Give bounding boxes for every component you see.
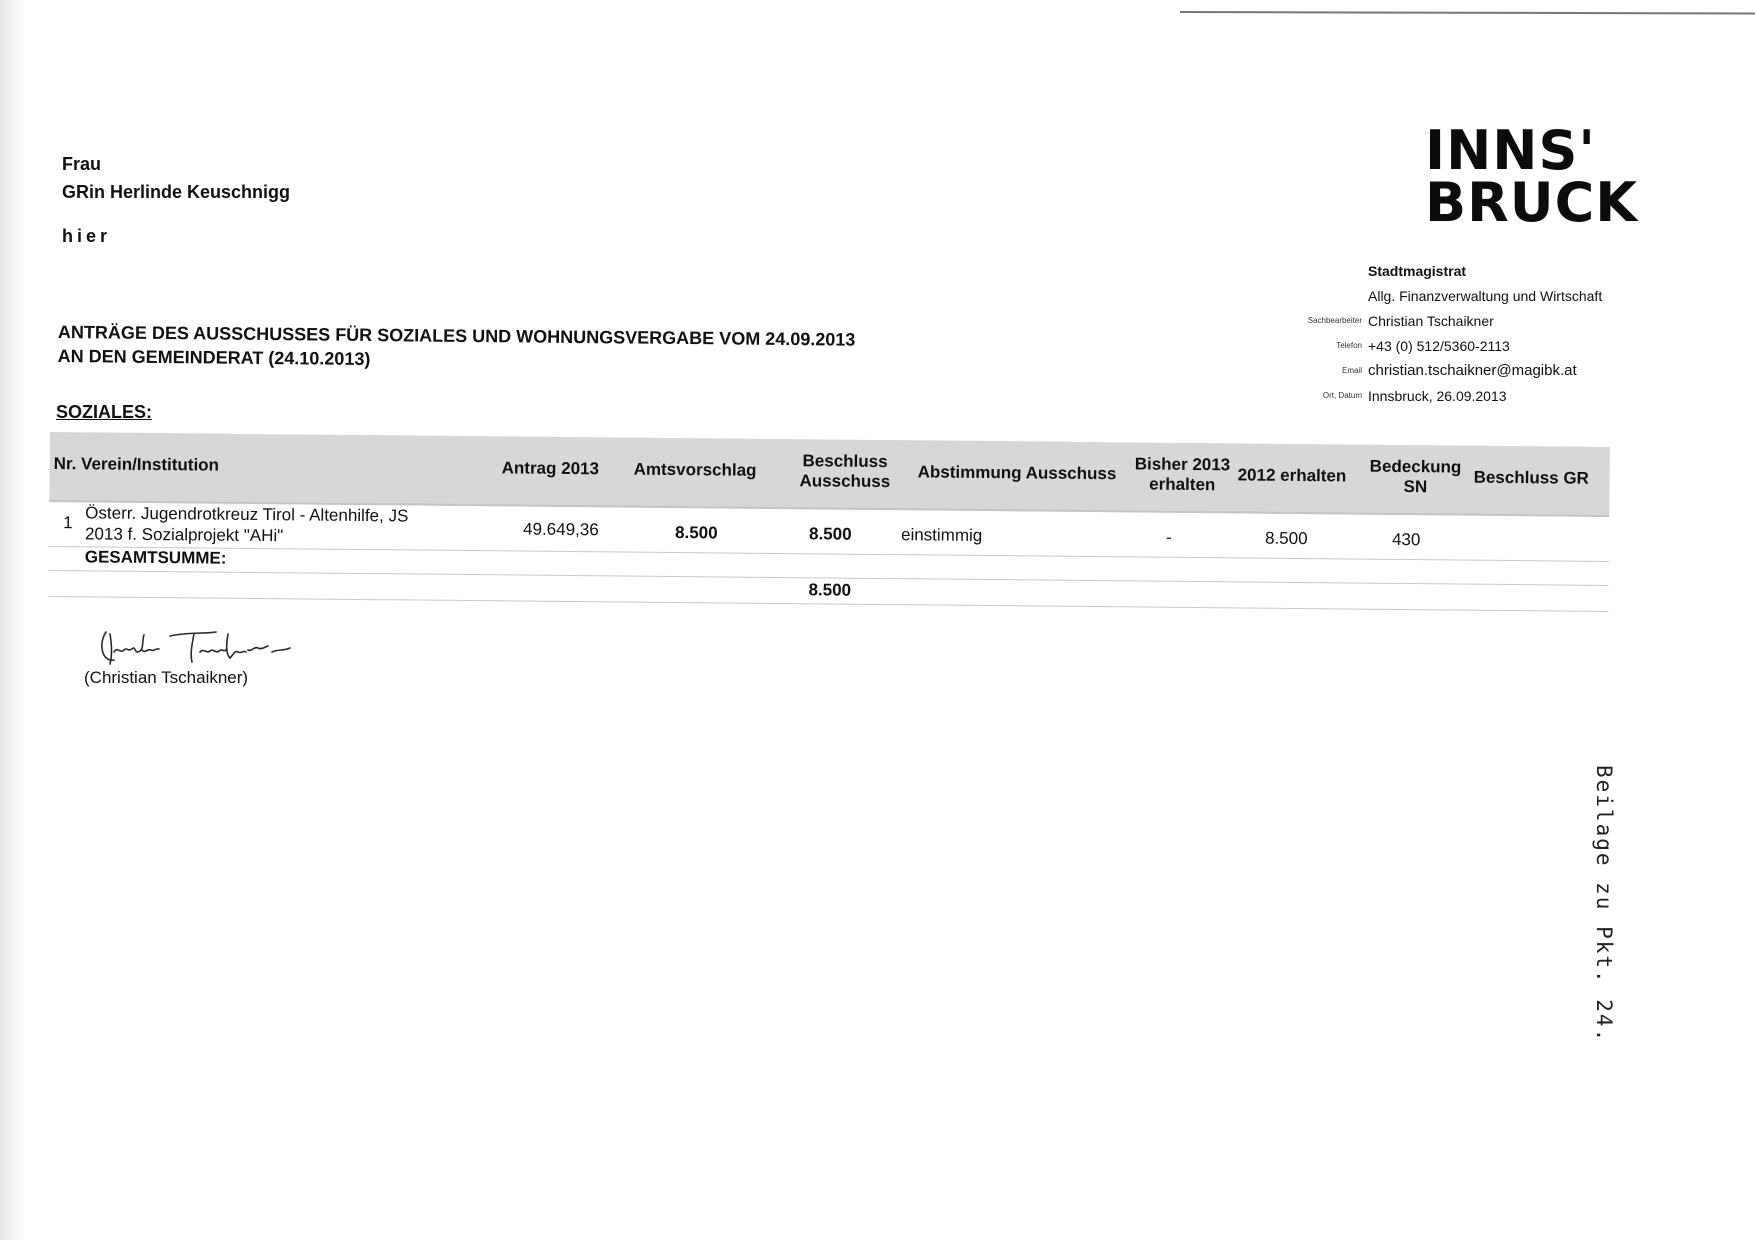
recipient-name: GRin Herlinde Keuschnigg <box>62 182 291 202</box>
cell-2012-erhalten: 8.500 <box>1264 528 1308 549</box>
cell-bedeckung: 430 <box>1391 529 1421 550</box>
header-bisher <box>1134 454 1230 495</box>
cell-amtsvorschlag: 8.500 <box>674 523 718 543</box>
sender-label-email: Email <box>1341 366 1362 375</box>
header-bisher-line2: erhalten <box>1149 474 1216 495</box>
sender-label-clerk: Sachbearbeiter <box>1307 316 1362 325</box>
sender-label-phone: Telefon <box>1336 341 1362 350</box>
recipient-block <box>62 150 290 250</box>
sender-phone: +43 (0) 512/5360-2113 <box>1368 337 1510 354</box>
cell-abstimmung: einstimmig <box>900 525 983 545</box>
header-beschluss-ausschuss <box>799 451 890 492</box>
header-bisher-line1: Bisher 2013 <box>1134 454 1231 475</box>
header-nr-verein: Nr. Verein/Institution <box>53 454 220 475</box>
header-beschluss-line2: Ausschuss <box>799 471 891 492</box>
header-beschluss-gr: Beschluss GR <box>1473 467 1589 488</box>
header-bedeckung <box>1369 457 1461 498</box>
cell-verein <box>85 502 409 547</box>
header-antrag: Antrag 2013 <box>501 458 600 479</box>
cell-antrag: 49.649,36 <box>522 519 599 540</box>
sender-date: Innsbruck, 26.09.2013 <box>1368 387 1507 404</box>
section-title: SOZIALES: <box>56 402 153 422</box>
recipient-location: hier <box>62 226 112 246</box>
logo-line-1: INNS' <box>1425 119 1596 182</box>
handwritten-signature <box>96 622 306 668</box>
scan-top-line <box>1180 11 1755 15</box>
cell-nr: 1 <box>63 513 73 533</box>
row-divider <box>49 546 1609 562</box>
cell-beschluss: 8.500 <box>808 524 852 544</box>
header-bedeckung-line2: SN <box>1403 476 1428 497</box>
header-2012-erhalten: 2012 erhalten <box>1237 465 1347 486</box>
header-amtsvorschlag: Amtsvorschlag <box>633 459 757 480</box>
sender-clerk: Christian Tschaikner <box>1368 312 1494 329</box>
cell-verein-line2: 2013 f. Sozialprojekt "AHi" <box>84 524 284 546</box>
heading-line-1: ANTRÄGE DES AUSSCHUSSES FÜR SOZIALES UND WOHNUNGSVERGABE VOM 24.09.2013 <box>57 321 856 350</box>
side-annotation: Beilage zu Pkt. 24. <box>1592 765 1616 1044</box>
logo-line-2: BRUCK <box>1425 171 1639 234</box>
heading-line-2: AN DEN GEMEINDERAT (24.10.2013) <box>57 345 371 370</box>
total-label: GESAMTSUMME: <box>84 547 227 568</box>
sender-office: Stadtmagistrat <box>1368 262 1467 279</box>
sender-department: Allg. Finanzverwaltung und Wirtschaft <box>1368 287 1603 304</box>
header-beschluss-line1: Beschluss <box>802 451 888 472</box>
scan-edge-shadow <box>0 0 26 1240</box>
sender-label-date: Ort, Datum <box>1322 391 1362 400</box>
header-abstimmung: Abstimmung Ausschuss <box>917 462 1117 484</box>
applications-table <box>48 432 1610 622</box>
innsbruck-logo <box>1425 119 1639 234</box>
cell-bisher: - <box>1165 527 1172 547</box>
cell-verein-line1: Österr. Jugendrotkreuz Tirol - Altenhilfe, JS <box>85 503 409 526</box>
total-value: 8.500 <box>808 580 852 600</box>
sender-email: christian.tschaikner@magibk.at <box>1368 362 1577 379</box>
recipient-salutation: Frau <box>62 154 102 174</box>
sender-block <box>1200 258 1620 408</box>
header-bedeckung-line1: Bedeckung <box>1369 456 1462 477</box>
signature-printed-name: (Christian Tschaikner) <box>84 668 249 687</box>
document-heading <box>58 320 856 376</box>
